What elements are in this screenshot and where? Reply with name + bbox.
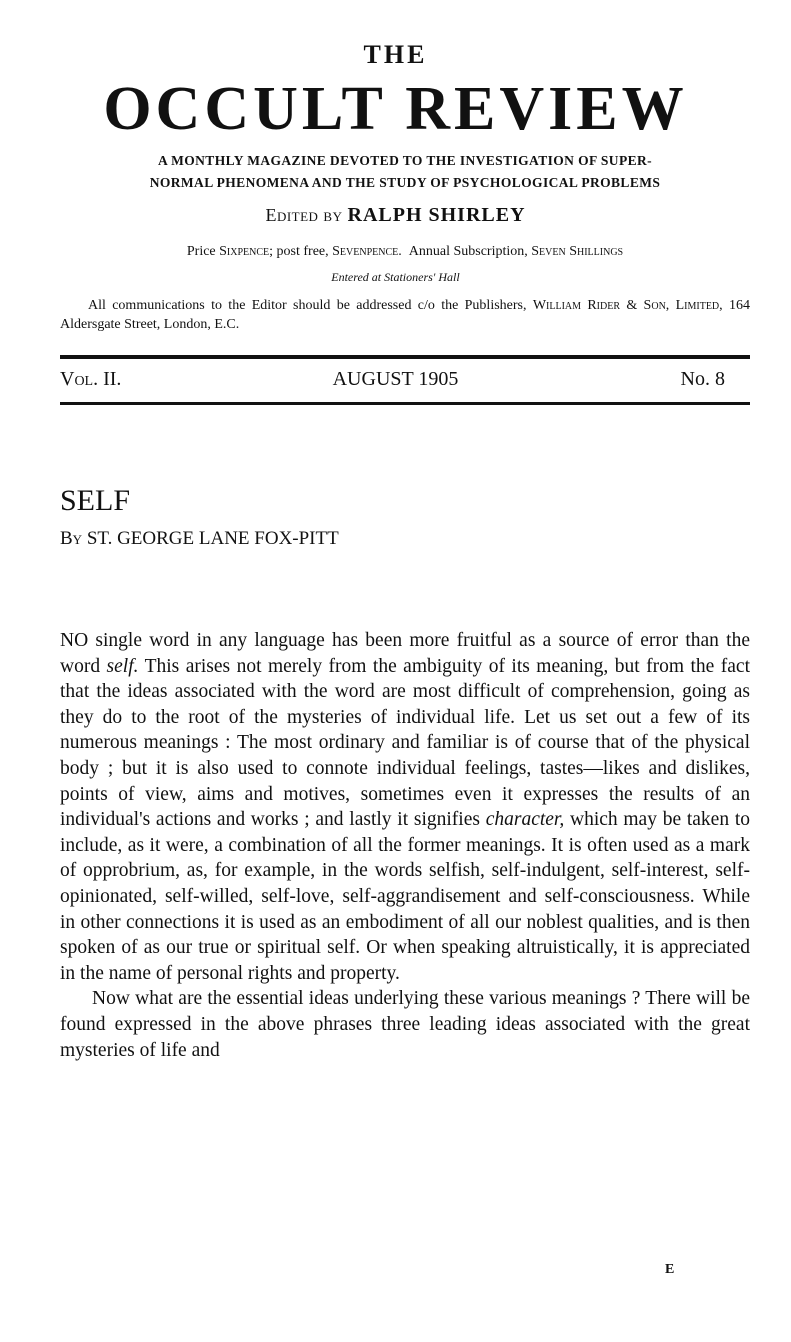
paragraph-1 <box>60 628 750 986</box>
article-author: ST. GEORGE LANE FOX-PITT <box>86 528 339 549</box>
subtitle-line-1: A MONTHLY MAGAZINE DEVOTED TO THE INVESTIGATION OF SUPER- <box>157 153 653 168</box>
publisher-address: 164 Aldersgate Street, London, E.C. <box>60 298 750 332</box>
masthead-the: THE <box>363 40 428 69</box>
editor-line <box>0 204 791 227</box>
emphasis-character: character, <box>485 809 565 831</box>
paragraph-2: Now what are the essential ideas underlying these various meanings ? There will be found expressed in the above phrases three leading ideas associated with the great mysteries of life and <box>60 988 750 1061</box>
publisher-name: William Rider & Son, Limited, <box>532 298 723 313</box>
issue-volume: Vol. II. <box>60 368 122 390</box>
emphasis-self: self. <box>106 655 139 677</box>
article-title: SELF <box>60 484 131 517</box>
communications-line-1: All communications to the Editor should be addressed c/o the Publishers, <box>88 298 527 313</box>
paragraph-1-part-a: NO single word in any language has been more fruitful as a source of error than the word <box>60 630 750 677</box>
seven-shillings: Seven Shillings <box>531 244 624 259</box>
price-line <box>60 244 750 260</box>
annual-subscription-label: Annual Subscription, <box>408 244 528 259</box>
entered-stationers-hall: Entered at Stationers' Hall <box>331 270 460 284</box>
editor-name: RALPH SHIRLEY <box>347 204 526 226</box>
price-label: Price <box>186 244 216 259</box>
magazine-subtitle <box>60 150 750 194</box>
communications-notice <box>60 296 750 334</box>
issue-rule-bottom <box>60 402 750 405</box>
price-sevenpence: Sevenpence. <box>332 244 402 259</box>
article-body <box>60 628 750 1063</box>
issue-date: AUGUST 1905 <box>332 368 459 390</box>
paragraph-1-part-c: which may be taken to include, as it were, a combination of all the former meanings. It is often used as a mark of opprobrium, as, for example, in the words selfish, self-indulgent, self-interest, self-opinionated, self-willed, self-love, self-aggrandisement and self-consciousness. While in other connections it is used as an embodiment of all our noblest qualities, and is then spoken of as our true or spiritual self. Or when speaking altruistically, it is appreciated in the name of personal rights and property. <box>60 809 751 984</box>
subtitle-line-2: NORMAL PHENOMENA AND THE STUDY OF PSYCHOLOGICAL PROBLEMS <box>149 175 661 190</box>
paragraph-1-part-b: This arises not merely from the ambiguity of its meaning, but from the fact that the ideas associated with the word are most difficult of comprehension, going as they do to the root of the mysteries of individual life. Let us set out a few of its numerous meanings : The most ordinary and familiar is of course that of the physical body ; but it is also used to connote individual feelings, tastes—likes and dislikes, points of view, aims and motives, sometimes even it expresses the results of an individual's actions and works ; and lastly it signifies <box>60 655 750 831</box>
signature-mark: E <box>665 1262 675 1277</box>
issue-number: No. 8 <box>680 368 725 390</box>
article-byline <box>60 528 339 550</box>
edited-by-label: Edited by <box>265 205 343 225</box>
price-post-free: ; post free, <box>269 244 329 259</box>
price-sixpence: Sixpence <box>219 244 270 259</box>
issue-rule-top <box>60 355 750 359</box>
magazine-title: OCCULT REVIEW <box>103 75 688 143</box>
byline-by: By <box>60 528 83 549</box>
